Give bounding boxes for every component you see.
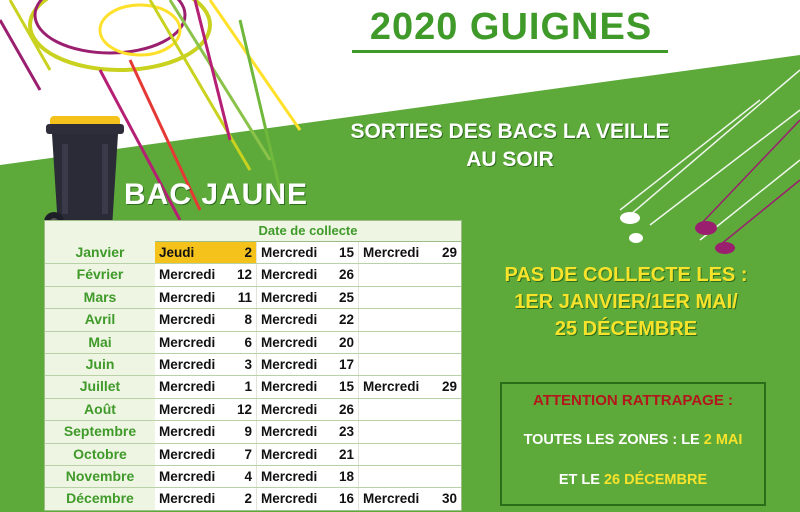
weekday: Mercredi <box>159 312 216 328</box>
date-cell <box>155 444 257 465</box>
month-label: Janvier <box>75 244 125 260</box>
date-cell <box>257 466 359 487</box>
month-label: Mars <box>83 288 117 305</box>
date-cell <box>257 264 359 285</box>
day-number: 4 <box>244 468 252 484</box>
date-cell <box>257 376 359 397</box>
weekday: Mercredi <box>159 267 216 283</box>
date-cell <box>359 488 461 509</box>
date-cell <box>257 354 359 375</box>
weekday: Mercredi <box>261 267 318 283</box>
date-cell <box>359 421 461 442</box>
weekday: Mercredi <box>159 491 216 507</box>
attention-line-1-text: TOUTES LES ZONES : LE <box>523 432 704 448</box>
month-label: Avril <box>84 311 116 328</box>
weekday: Mercredi <box>159 401 216 417</box>
date-cells <box>155 488 461 509</box>
table-row <box>45 399 461 421</box>
weekday: Mercredi <box>159 424 216 440</box>
date-cell <box>155 399 257 420</box>
date-cell <box>359 399 461 420</box>
date-cells <box>155 264 461 285</box>
date-cell <box>257 332 359 353</box>
date-cell <box>155 242 257 263</box>
month-label: Mai <box>88 333 112 350</box>
date-cell <box>155 332 257 353</box>
date-cell <box>359 287 461 308</box>
no-collection-line-2: 1ER JANVIER/1ER MAI/ <box>514 291 738 313</box>
table-row <box>45 466 461 488</box>
weekday: Mercredi <box>261 334 318 350</box>
day-number: 29 <box>441 379 457 395</box>
month-label: Septembre <box>63 423 137 440</box>
bac-jaune-title: BAC JAUNE <box>124 178 309 211</box>
date-cells <box>155 376 461 397</box>
day-number: 6 <box>244 334 252 350</box>
attention-line-2-text: ET LE <box>558 472 604 488</box>
weekday: Mercredi <box>261 356 318 372</box>
date-cells <box>155 466 461 487</box>
date-cell <box>155 287 257 308</box>
month-label: Décembre <box>66 490 134 507</box>
weekday: Mercredi <box>159 356 216 372</box>
day-number: 9 <box>244 424 252 440</box>
date-cells <box>155 399 461 420</box>
day-number: 25 <box>338 289 354 305</box>
table-row <box>45 309 461 331</box>
date-cell <box>257 309 359 330</box>
date-cell <box>257 444 359 465</box>
day-number: 21 <box>338 446 354 462</box>
weekday: Mercredi <box>261 245 318 260</box>
day-number: 22 <box>338 312 354 328</box>
month-label: Juillet <box>79 378 121 395</box>
date-cell <box>257 287 359 308</box>
table-row <box>45 264 461 286</box>
day-number: 8 <box>244 312 252 328</box>
day-number: 2 <box>244 245 252 260</box>
day-number: 15 <box>338 245 354 260</box>
table-row <box>45 354 461 376</box>
attention-line-2 <box>502 472 764 488</box>
date-cells <box>155 421 461 442</box>
date-cells <box>155 287 461 308</box>
day-number: 30 <box>441 491 457 507</box>
day-number: 1 <box>244 379 252 395</box>
table-row <box>45 332 461 354</box>
date-cells <box>155 354 461 375</box>
date-cell <box>155 376 257 397</box>
weekday: Mercredi <box>261 312 318 328</box>
date-cell <box>155 264 257 285</box>
table-row <box>45 421 461 443</box>
table-row <box>45 376 461 398</box>
table-row <box>45 242 461 264</box>
day-number: 26 <box>338 401 354 417</box>
date-cell <box>257 421 359 442</box>
day-number: 3 <box>244 356 252 372</box>
table-row <box>45 444 461 466</box>
weekday: Mercredi <box>363 379 420 395</box>
sorties-notice <box>330 118 690 174</box>
weekday: Mercredi <box>159 289 216 305</box>
date-cell <box>359 376 461 397</box>
date-cell <box>155 421 257 442</box>
weekday: Mercredi <box>363 245 420 260</box>
title-underline <box>352 50 668 53</box>
weekday: Mercredi <box>159 334 216 350</box>
attention-line-2-date: 26 DÉCEMBRE <box>603 472 708 488</box>
weekday: Mercredi <box>261 424 318 440</box>
day-number: 17 <box>338 356 354 372</box>
month-label: Août <box>84 400 116 417</box>
no-collection-line-3: 25 DÉCEMBRE <box>554 318 698 340</box>
date-cell <box>257 399 359 420</box>
attention-title: ATTENTION RATTRAPAGE : <box>533 392 733 409</box>
day-number: 26 <box>338 267 354 283</box>
table-header: Date de collecte <box>155 221 461 242</box>
month-label: Octobre <box>73 445 127 462</box>
weekday: Mercredi <box>261 289 318 305</box>
date-cell <box>257 242 359 263</box>
weekday: Mercredi <box>261 401 318 417</box>
weekday: Mercredi <box>363 491 420 507</box>
attention-box <box>500 382 766 506</box>
sorties-line-2: AU SOIR <box>466 148 554 171</box>
day-number: 12 <box>236 401 252 417</box>
weekday: Mercredi <box>159 379 216 395</box>
page-title: 2020 GUIGNES <box>369 6 653 48</box>
month-label: Juin <box>85 355 115 372</box>
attention-line-1-date: 2 MAI <box>703 432 743 448</box>
weekday: Mercredi <box>159 446 216 462</box>
month-label: Février <box>76 266 124 283</box>
date-cell <box>359 332 461 353</box>
table-row <box>45 287 461 309</box>
weekday: Mercredi <box>159 468 216 484</box>
date-cell <box>155 488 257 509</box>
sorties-line-1: SORTIES DES BACS LA VEILLE <box>350 120 670 143</box>
date-cells <box>155 242 461 263</box>
date-cell <box>155 466 257 487</box>
attention-line-1 <box>502 432 764 448</box>
day-number: 15 <box>338 379 354 395</box>
date-cell <box>155 354 257 375</box>
day-number: 20 <box>338 334 354 350</box>
month-label: Novembre <box>65 467 135 484</box>
date-cell <box>155 309 257 330</box>
table-row <box>45 488 461 509</box>
date-cells <box>155 309 461 330</box>
date-cell <box>359 309 461 330</box>
date-cell <box>359 444 461 465</box>
date-cell <box>359 354 461 375</box>
day-number: 23 <box>338 424 354 440</box>
day-number: 29 <box>441 245 457 260</box>
day-number: 16 <box>338 491 354 507</box>
day-number: 18 <box>338 468 354 484</box>
weekday: Mercredi <box>261 491 318 507</box>
weekday: Mercredi <box>261 446 318 462</box>
date-cell <box>359 466 461 487</box>
weekday: Jeudi <box>159 245 195 260</box>
weekday: Mercredi <box>261 379 318 395</box>
weekday: Mercredi <box>261 468 318 484</box>
no-collection-line-1: PAS DE COLLECTE LES : <box>504 264 748 286</box>
date-cell <box>359 264 461 285</box>
day-number: 2 <box>244 491 252 507</box>
collection-table <box>44 220 462 511</box>
day-number: 11 <box>237 289 252 305</box>
date-cell <box>257 488 359 509</box>
day-number: 7 <box>244 446 252 462</box>
day-number: 12 <box>236 267 252 283</box>
date-cell <box>359 242 461 263</box>
date-cells <box>155 332 461 353</box>
no-collection-notice <box>486 262 766 343</box>
date-cells <box>155 444 461 465</box>
